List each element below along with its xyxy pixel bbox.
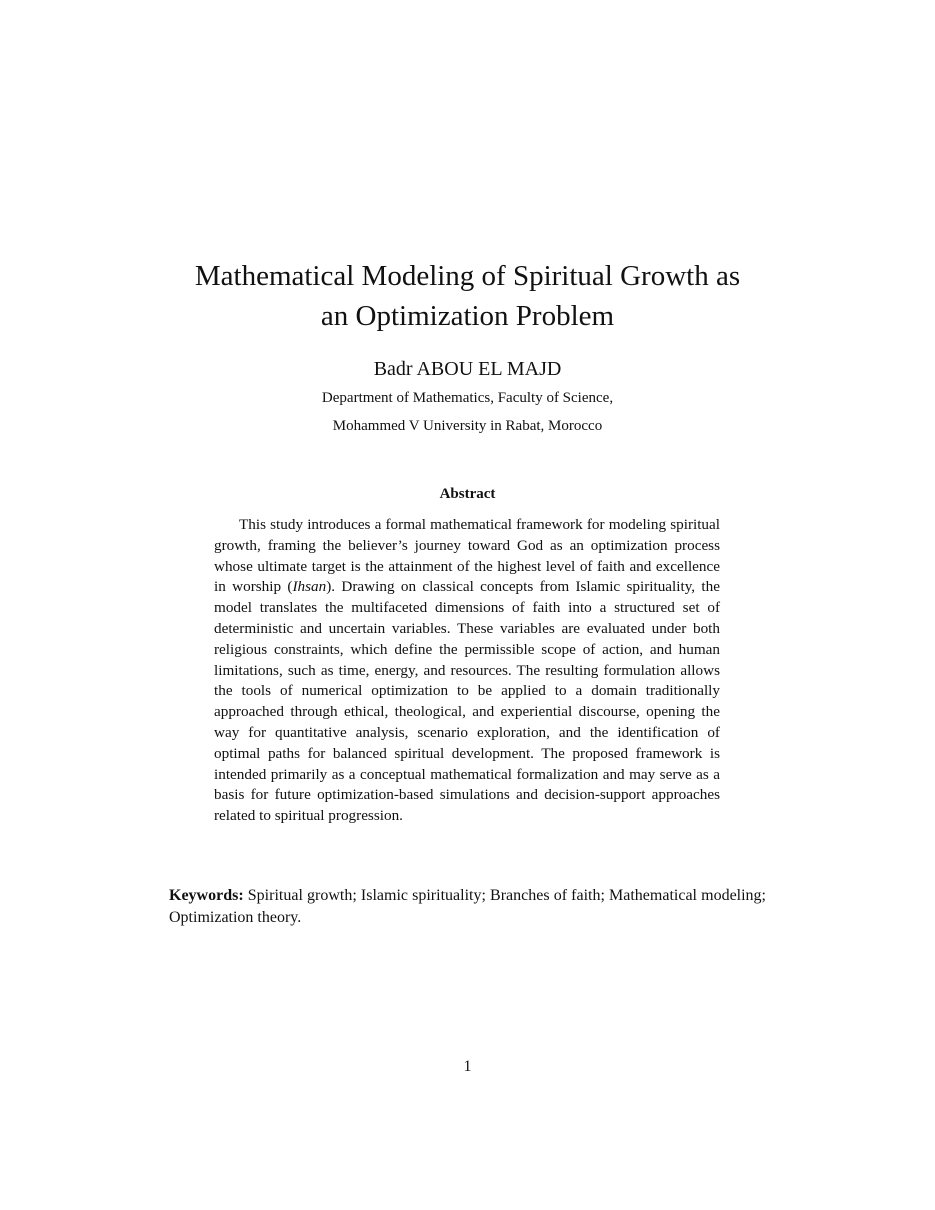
title-line-2: an Optimization Problem bbox=[320, 300, 615, 332]
affiliation-line-2: Mohammed V University in Rabat, Morocco bbox=[332, 418, 603, 434]
keywords bbox=[169, 885, 766, 929]
abstract-text-part-2: ). Drawing on classical concepts from Islamic spirituality, the model translates the multifaceted dimensions of faith into a structured set of deterministic and uncertain variables. These variables are evaluated under both religious constraints, which define the permissible scope of action, and human limitations, such as time, energy, and resources. The resulting formulation allows the tools of numerical optimization to be applied to a domain traditionally approached through ethical, theological, and experiential discourse, opening the way for quantitative analysis, scenario exploration, and the identification of optimal paths for balanced spiritual development. The proposed framework is intended primarily as a conceptual mathematical formalization and may serve as a basis for future optimization-based simulations and decision-support approaches related to spiritual progression. bbox=[214, 578, 720, 825]
keywords-label: Keywords: bbox=[169, 887, 244, 904]
abstract-text-part-1: This study introduces a formal mathematical framework for modeling spiritual growth, framing the believer’s journey toward God as an optimization process whose ultimate target is the attainment of the highest level of faith and excellence in worship ( bbox=[214, 516, 720, 596]
title-line-1: Mathematical Modeling of Spiritual Growth as bbox=[194, 260, 741, 292]
abstract-italic-term: Ihsan bbox=[292, 578, 327, 596]
page-number: 1 bbox=[463, 1058, 472, 1075]
author-name: Badr ABOU EL MAJD bbox=[373, 358, 562, 380]
affiliation-line-1: Department of Mathematics, Faculty of Science, bbox=[321, 390, 614, 406]
abstract-heading: Abstract bbox=[439, 486, 496, 502]
keywords-text: Spiritual growth; Islamic spirituality; Branches of faith; Mathematical modeling; Optimization theory. bbox=[169, 887, 766, 926]
abstract-body bbox=[214, 515, 720, 827]
paper-title bbox=[150, 256, 785, 336]
